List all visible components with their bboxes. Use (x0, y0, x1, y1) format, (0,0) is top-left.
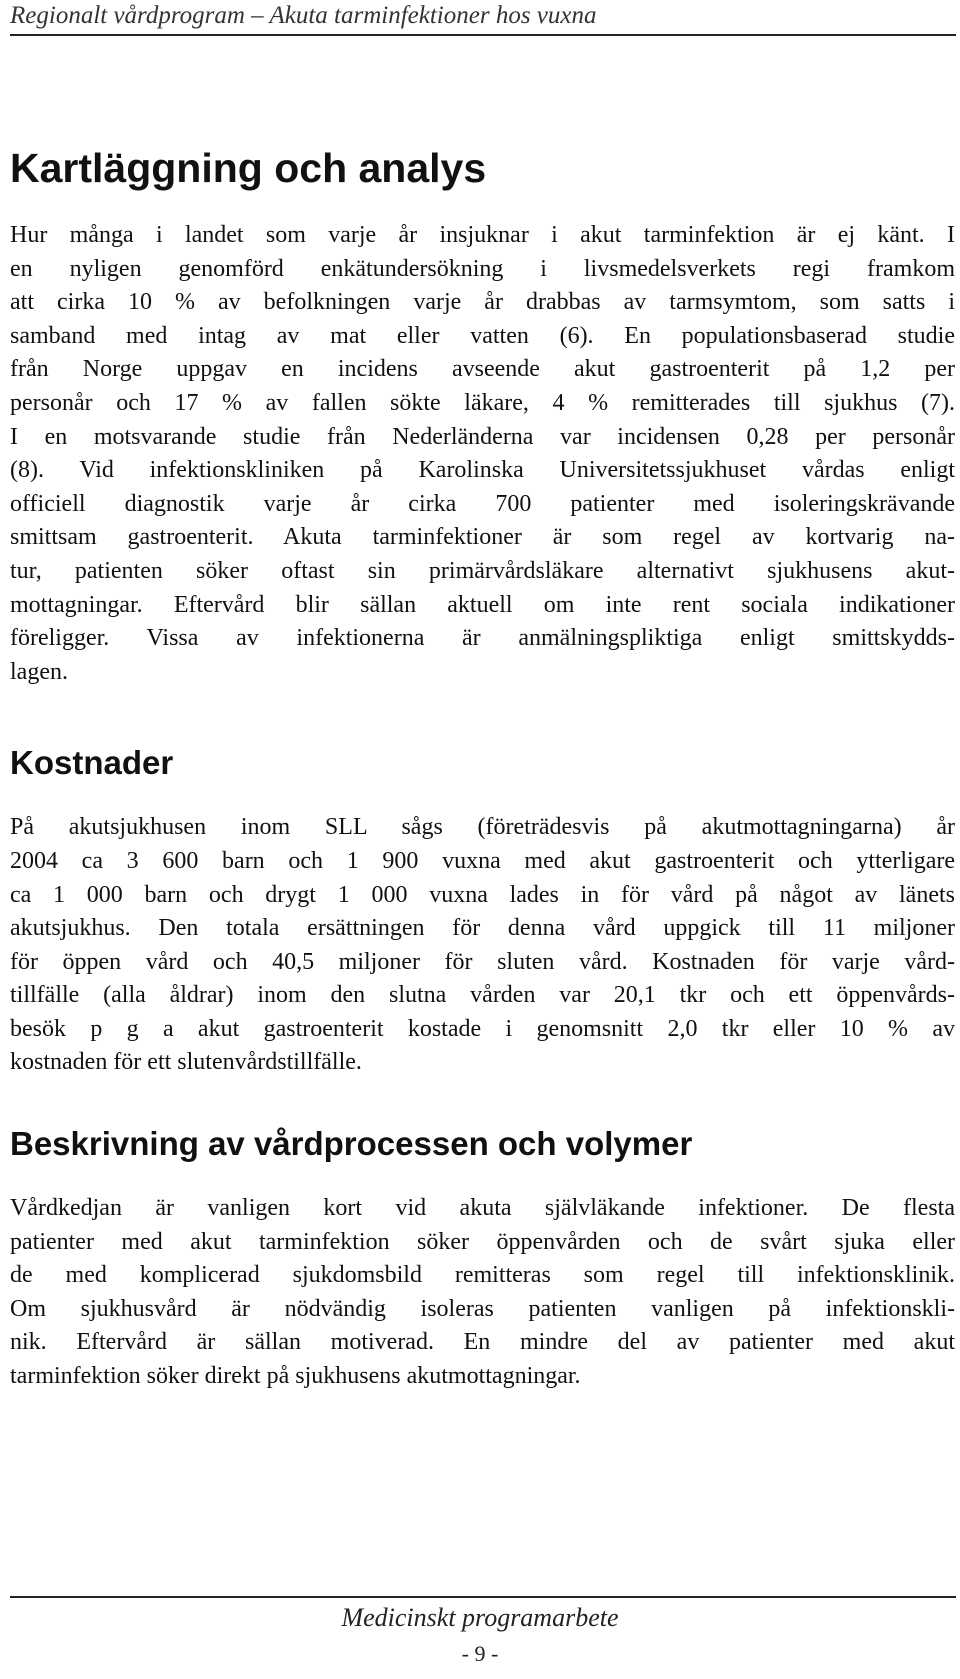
body-line: ca 1 000 barn och drygt 1 000 vuxna lades in för vård på något av länets (10, 881, 955, 908)
body-line: Vårdkedjan är vanligen kort vid akuta självläkande infektioner. De flesta (10, 1195, 955, 1222)
page-number: - 9 - (461, 1641, 499, 1666)
body-line: I en motsvarande studie från Nederländerna var incidensen 0,28 per personår (10, 423, 955, 450)
body-line: Om sjukhusvård är nödvändig isoleras patienten vanligen på infektionskli- (10, 1295, 955, 1322)
body-line: Hur många i landet som varje år insjuknar i akut tarminfektion är ej känt. I (10, 222, 955, 248)
body-line: kostnaden för ett slutenvårdstillfälle. (10, 1049, 362, 1076)
body-line: från Norge uppgav en incidens avseende akut gastroenterit på 1,2 per (10, 356, 955, 383)
body-line: smittsam gastroenterit. Akuta tarminfektioner är som regel av kortvarig na- (10, 524, 955, 551)
body-line: en nyligen genomförd enkätundersökning i livsmedelsverkets regi framkom (10, 255, 955, 282)
section-body-beskrivning (10, 1192, 955, 1394)
footer-divider (10, 1596, 956, 1598)
body-line: (8). Vid infektionskliniken på Karolinska Universitetssjukhuset vårdas enligt (10, 457, 955, 484)
body-line: tur, patienten söker oftast sin primärvårdsläkare alternativt sjukhusens akut- (10, 557, 955, 584)
body-line: officiell diagnostik varje år cirka 700 patienter med isoleringskrävande (10, 490, 955, 517)
body-line: besök p g a akut gastroenterit kostade i genomsnitt 2,0 tkr eller 10 % av (10, 1015, 955, 1042)
header-divider (10, 34, 956, 36)
section-body-kostnader (10, 811, 955, 1080)
body-line: tarminfektion söker direkt på sjukhusens akutmottagningar. (10, 1363, 581, 1390)
footer-publisher: Medicinskt programarbete (341, 1603, 619, 1632)
body-line: 2004 ca 3 600 barn och 1 900 vuxna med akut gastroenterit och ytterligare (10, 847, 955, 874)
body-line: På akutsjukhusen inom SLL sågs (företrädesvis på akutmottagningarna) år (10, 814, 955, 841)
running-header-title: Regionalt vårdprogram – Akuta tarminfektioner hos vuxna (10, 2, 597, 29)
body-line: personår och 17 % av fallen sökte läkare, 4 % remitterades till sjukhus (7). (10, 389, 955, 416)
section-body-kartlaggning (10, 219, 955, 689)
body-line: akutsjukhus. Den totala ersättningen för denna vård uppgick till 11 miljoner (10, 915, 955, 942)
body-line: tillfälle (alla åldrar) inom den slutna vården var 20,1 tkr och ett öppenvårds- (10, 982, 955, 1009)
body-line: mottagningar. Eftervård blir sällan aktuell om inte rent sociala indikationer (10, 591, 955, 618)
page-content (10, 143, 955, 1394)
section-heading-kostnader: Kostnader (10, 744, 174, 782)
body-line: för öppen vård och 40,5 miljoner för sluten vård. Kostnaden för varje vård- (10, 948, 955, 975)
body-line: samband med intag av mat eller vatten (6). En populationsbaserad studie (10, 322, 955, 349)
body-line: att cirka 10 % av befolkningen varje år drabbas av tarmsymtom, som satts i (10, 289, 955, 316)
body-line: lagen. (10, 658, 68, 685)
body-line: patienter med akut tarminfektion söker öppenvården och de svårt sjuka eller (10, 1228, 955, 1255)
body-line: de med komplicerad sjukdomsbild remitteras som regel till infektionsklinik. (10, 1262, 955, 1289)
body-line: nik. Eftervård är sällan motiverad. En mindre del av patienter med akut (10, 1329, 955, 1356)
section-heading-beskrivning: Beskrivning av vårdprocessen och volymer (10, 1125, 693, 1163)
section-heading-kartlaggning: Kartläggning och analys (10, 145, 487, 191)
body-line: föreligger. Vissa av infektionerna är anmälningspliktiga enligt smittskydds- (10, 625, 955, 652)
